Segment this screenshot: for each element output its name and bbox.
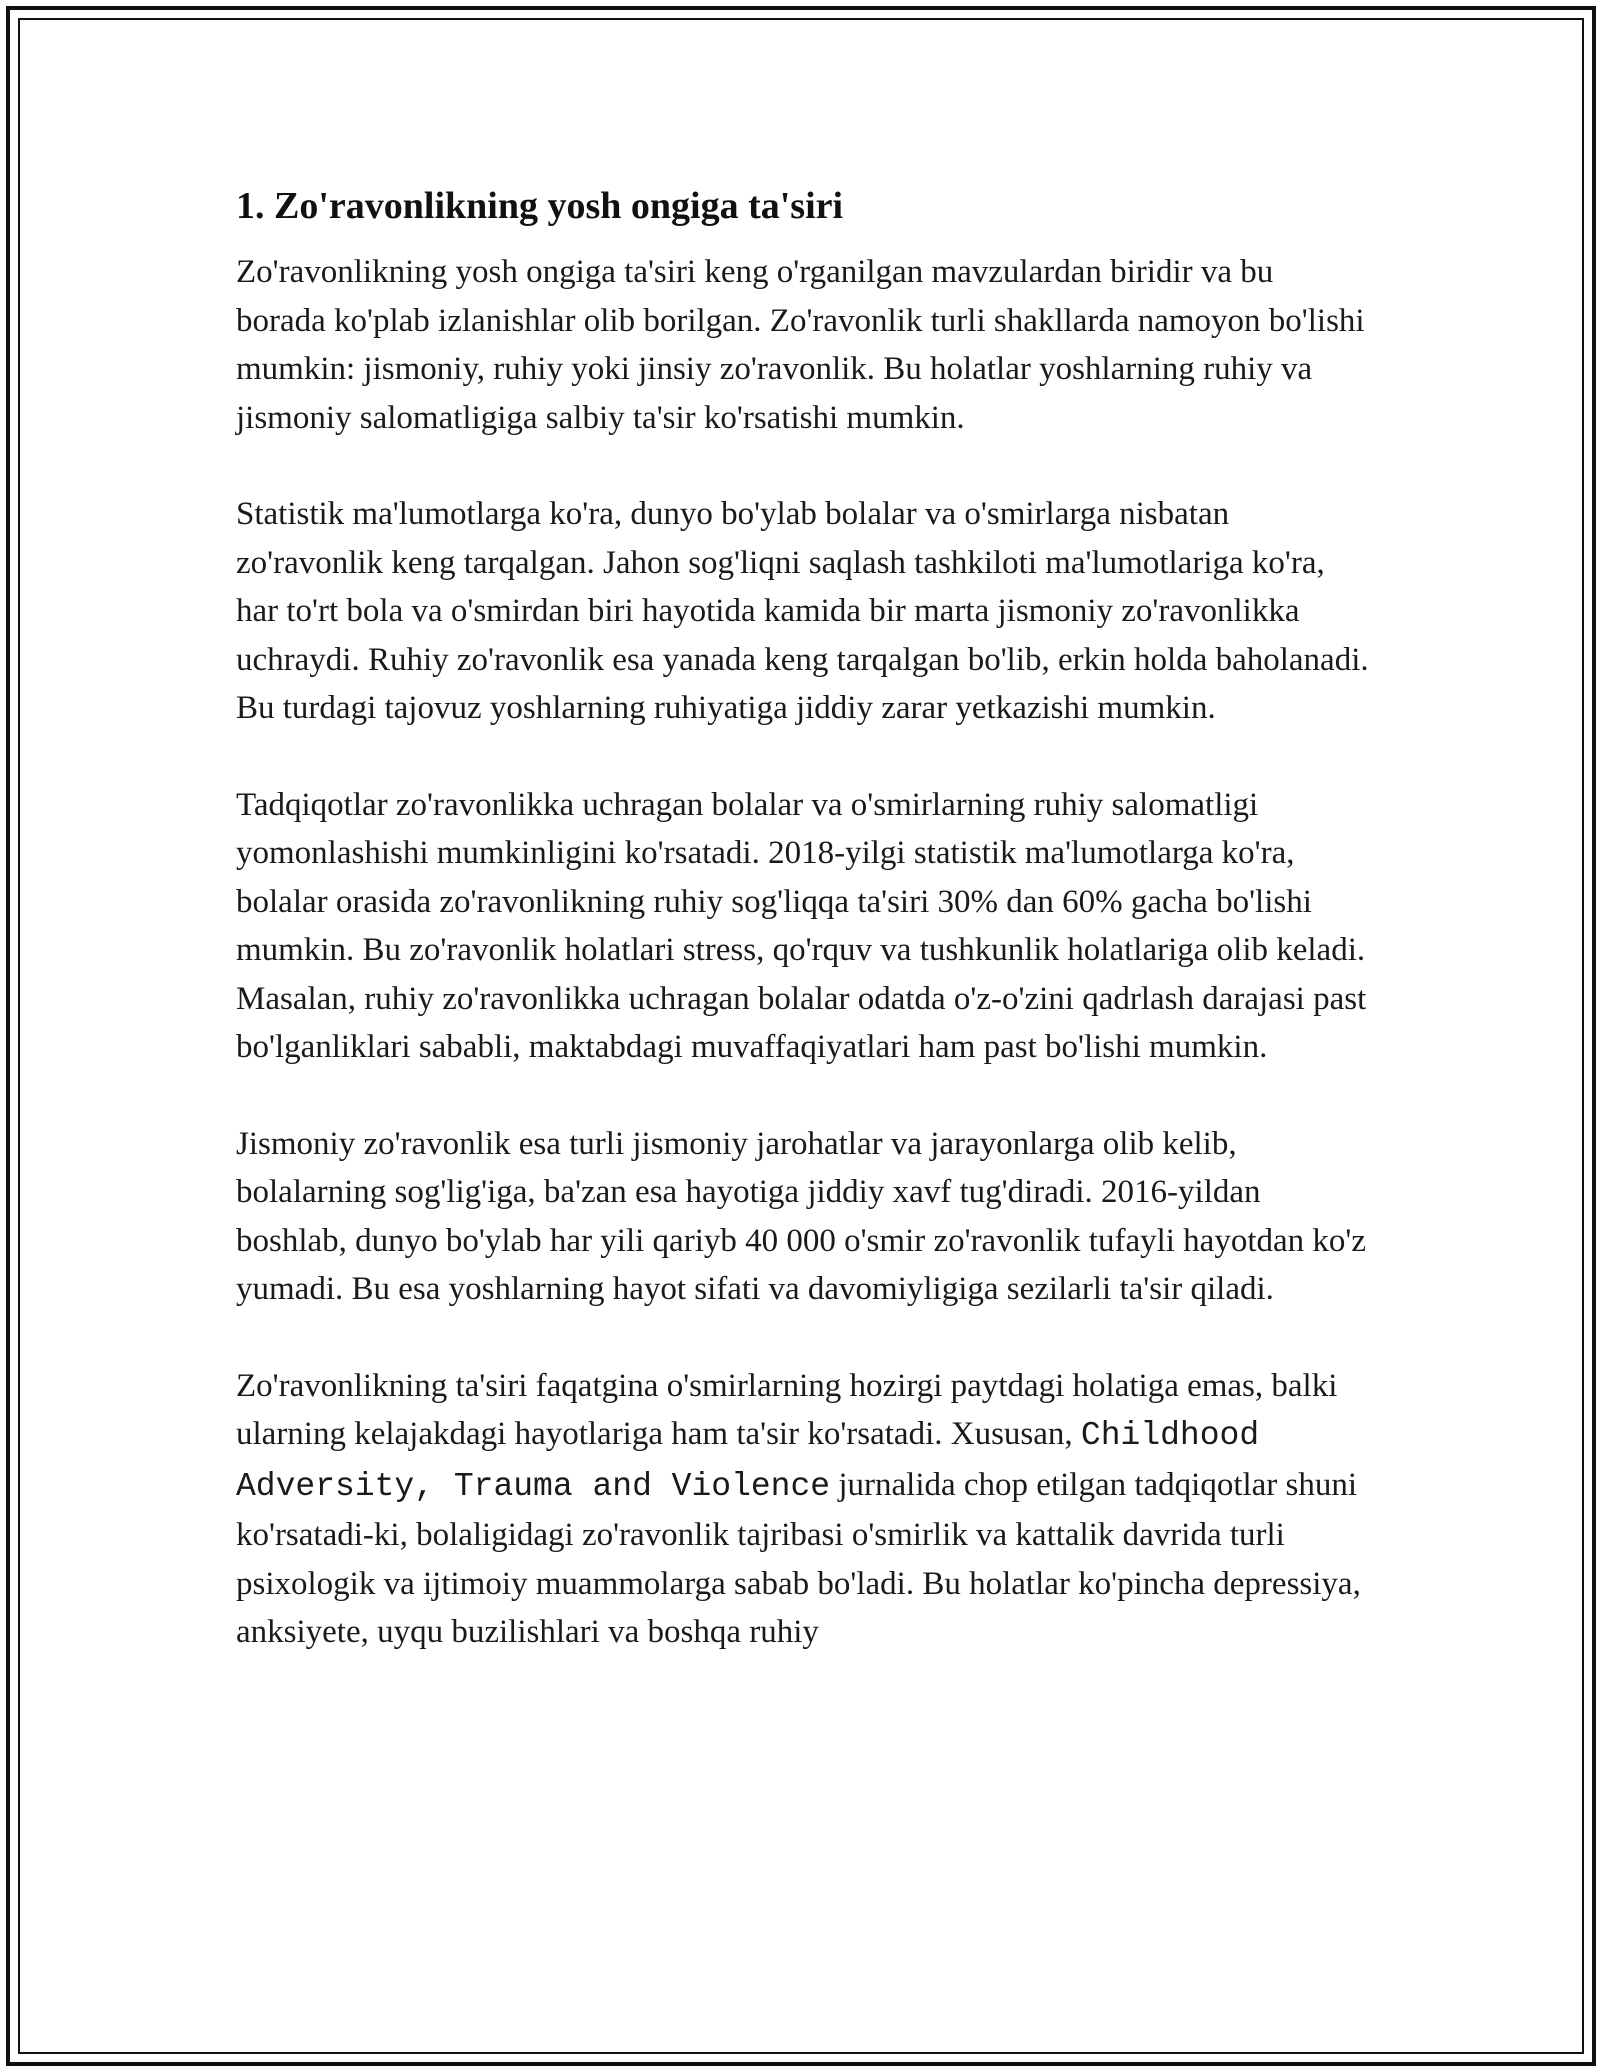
paragraph-3: Tadqiqotlar zo'ravonlikka uchragan bolalar va o'smirlarning ruhiy salomatligi yomonlashishi mumkinligini ko'rsatadi. 2018-yilgi statistik ma'lumotlarga ko'ra, bolalar orasida zo'ravonlikning ruhiy sog'liqqa ta'siri 30% dan 60% gacha bo'lishi mumkin. Bu zo'ravonlik holatlari stress, qo'rquv va tushkunlik holatlariga olib keladi. Masalan, ruhiy zo'ravonlikka uchragan bolalar odatda o'z-o'zini qadrlash darajasi past bo'lganliklari sababli, maktabdagi muvaffaqiyatlari ham past bo'lishi mumkin.	[236, 786, 1367, 1065]
paragraph-5-after: jurnalida chop etilgan tadqiqotlar shuni ko'rsatadi-ki, bolaligidagi zo'ravonlik tajribasi o'smirlik va kattalik davrida turli psixologik va ijtimoiy muammolarga sabab bo'ladi. Bu holatlar ko'pincha depressiya, anksiyete, uyqu buzilishlari va boshqa ruhiy	[236, 1466, 1361, 1650]
paragraph-5	[236, 1362, 1371, 1657]
paragraph-5-before: Zo'ravonlikning ta'siri faqatgina o'smirlarning hozirgi paytdagi holatiga emas, balki ularning kelajakdagi hayotlariga ham ta'sir ko'rsatadi. Xususan,	[236, 1367, 1338, 1452]
journal-name: Childhood Adversity, Trauma and Violence	[236, 1417, 1260, 1505]
section-heading: 1. Zo'ravonlikning yosh ongiga ta'siri	[236, 185, 844, 227]
paragraph-2: Statistik ma'lumotlarga ko'ra, dunyo bo'ylab bolalar va o'smirlarga nisbatan zo'ravonlik keng tarqalgan. Jahon sog'liqni saqlash tashkiloti ma'lumotlariga ko'ra, har to'rt bola va o'smirdan biri hayotida kamida bir marta jismoniy zo'ravonlikka uchraydi. Ruhiy zo'ravonlik esa yanada keng tarqalgan bo'lib, erkin holda baholanadi. Bu turdagi tajovuz yoshlarning ruhiyatiga jiddiy zarar yetkazishi mumkin.	[236, 496, 1369, 726]
paragraph-4: Jismoniy zo'ravonlik esa turli jismoniy jarohatlar va jarayonlarga olib kelib, bolalarning sog'lig'iga, ba'zan esa hayotiga jiddiy xavf tug'diradi. 2016-yildan boshlab, dunyo bo'ylab har yili qariyb 40 000 o'smir zo'ravonlik tufayli hayotdan ko'z yumadi. Bu esa yoshlarning hayot sifati va davomiyligiga sezilarli ta'sir qiladi.	[236, 1125, 1366, 1307]
document-body	[236, 180, 1371, 1705]
paragraph-1: Zo'ravonlikning yosh ongiga ta'siri keng o'rganilgan mavzulardan biridir va bu borada ko'plab izlanishlar olib borilgan. Zo'ravonlik turli shakllarda namoyon bo'lishi mumkin: jismoniy, ruhiy yoki jinsiy zo'ravonlik. Bu holatlar yoshlarning ruhiy va jismoniy salomatligiga salbiy ta'sir ko'rsatishi mumkin.	[236, 254, 1365, 436]
